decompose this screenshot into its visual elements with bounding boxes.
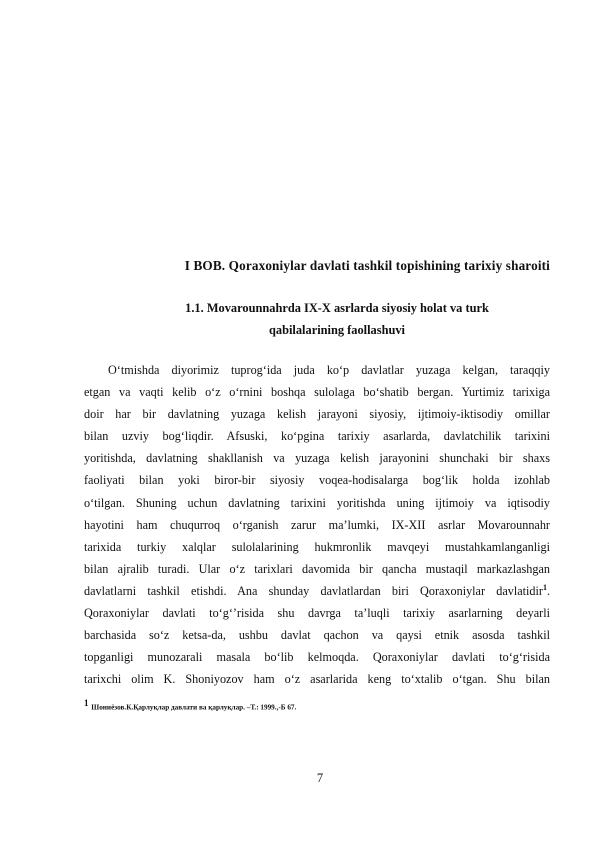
body-line: faoliyati bilan yoki biror-bir siyosiy voqea-hodisalarga bog‘lik holda izohlab (84, 473, 550, 488)
section-heading-line-1: 1.1. Movarounnahrda IX-X asrlarda siyosiy holat va turk (185, 301, 489, 315)
footnote-reference: 1 (542, 582, 547, 592)
body-line: etgan va vaqti kelib o‘z o‘rnini boshqa sulolaga bo‘shatib bergan. Yurtimiz tarixiga (84, 385, 550, 400)
body-line: o‘tilgan. Shuning uchun davlatning tarixini yoritishda uning ijtimoiy va iqtisodiy (84, 495, 550, 510)
body-line-with-footnote (84, 580, 550, 602)
body-line: tarixchi olim K. Shoniyozov ham o‘z asarlarida keng to‘xtalib o‘tgan. Shu bilan (84, 672, 550, 687)
page-number: 7 (316, 771, 324, 785)
chapter-heading: I BOB. Qoraxoniylar davlati tashkil topishining tarixiy sharoiti (184, 258, 550, 273)
body-line: Qoraxoniylar davlati to‘g‘’risida shu davrga ta’luqli tarixiy asarlarning deyarli (84, 606, 550, 621)
body-paragraph (84, 359, 550, 690)
body-line: topganligi munozarali masala bo‘lib kelmoqda. Qoraxoniylar davlati to‘g‘risida (84, 650, 550, 665)
body-line: bilan ajralib turadi. Ular o‘z tarixlari davomida bir qancha mustaqil markazlashgan (84, 561, 550, 576)
section-heading-line-2: qabilalarining faollashuvi (269, 323, 405, 337)
body-line: bilan uzviy bog‘liqdir. Afsuski, ko‘pgina tarixiy asarlarda, davlatchilik tarixini (84, 429, 550, 444)
body-line: barchasida so‘z ketsa-da, ushbu davlat qachon va qaysi etnik asosda tashkil (84, 628, 550, 643)
body-line-text: davlatlarni tashkil etishdi. Ana shunday davlatlardan biri Qoraxoniylar davlatidir (84, 583, 543, 598)
footnote (84, 698, 550, 712)
body-line: hayotini ham chuqurroq o‘rganish zarur ma’lumki, IX-XII asrlar Movarounnahr (84, 517, 550, 532)
body-line: yoritishda, davlatning shakllanish va yuzaga kelish jarayonini shunchaki bir shaxs (84, 451, 550, 466)
footnote-text: Шониёзов.К.Қарлуқлар давлати ва қарлуқлар. –Т.: 1999.,-Б 67. (91, 703, 297, 712)
body-line: tarixida turkiy xalqlar sulolalarining hukmronlik mavqeyi mustahkamlanganligi (84, 539, 550, 554)
body-line: doir har bir davlatning yuzaga kelish jarayoni siyosiy, ijtimoiy-iktisodiy omillar (84, 407, 550, 422)
section-heading (84, 297, 590, 341)
footnote-reference-suffix: . (546, 583, 550, 598)
footnote-number: 1 (84, 698, 89, 708)
body-line: O‘tmishda diyorimiz tuprog‘ida juda ko‘p davlatlar yuzaga kelgan, taraqqiy (108, 363, 550, 377)
